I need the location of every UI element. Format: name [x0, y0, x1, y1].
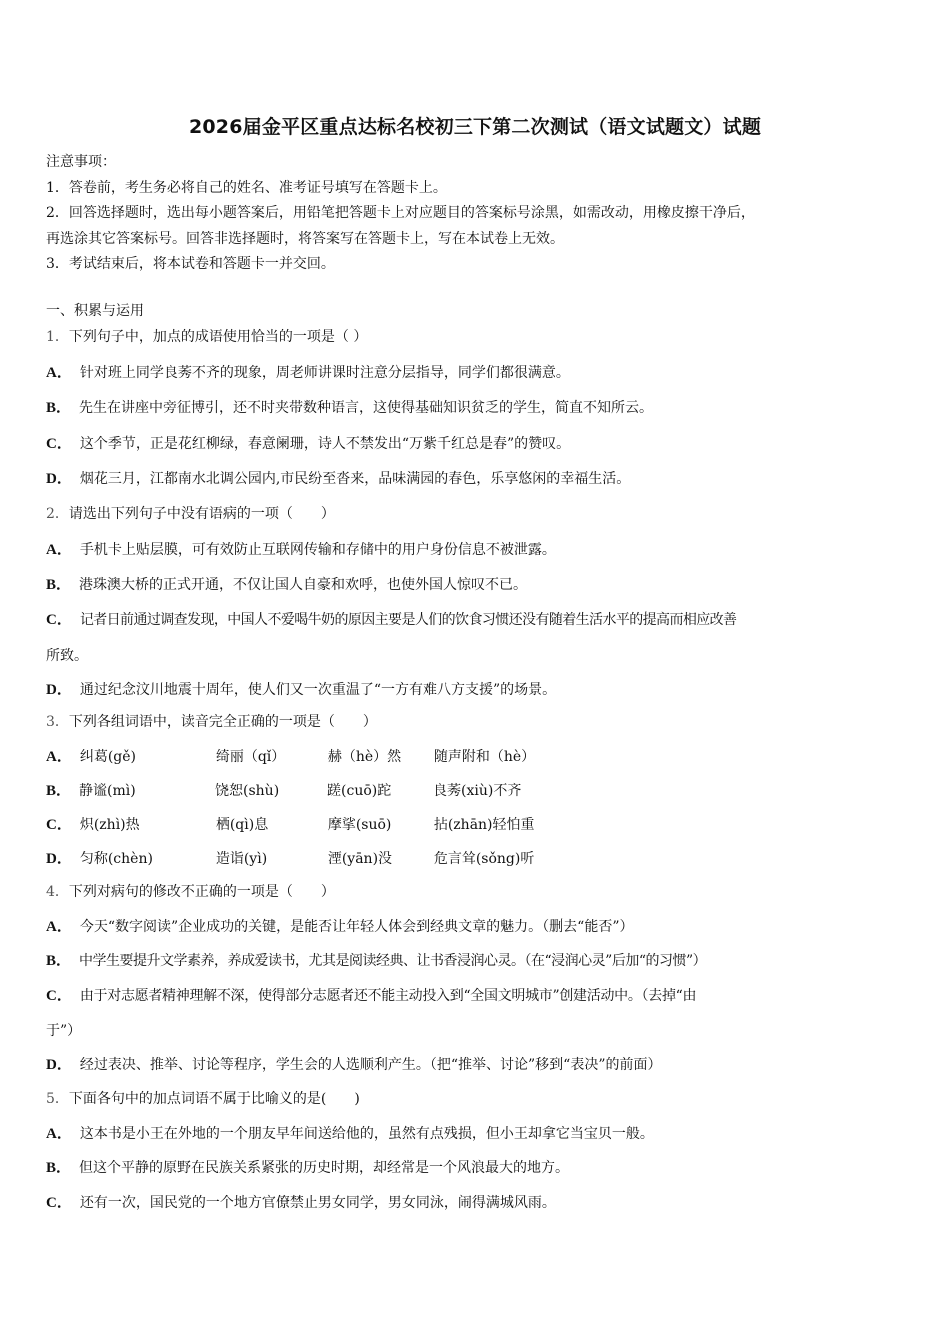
option-text: 今天“数字阅读”企业成功的关键，是能否让年轻人体会到经典文章的魅力。（删去“能否”）	[79, 919, 634, 935]
word-cell: 匀称(chèn)	[79, 851, 153, 867]
q2-option-c-continued: 所致。	[46, 648, 88, 664]
notice-item: 2．回答选择题时，选出每小题答案后，用铅笔把答题卡上对应题目的答案标号涂黑，如需改动，用橡皮擦干净后，	[46, 205, 755, 221]
q2-option-a	[46, 538, 906, 559]
option-letter: C．	[46, 817, 72, 833]
q2-option-d	[46, 678, 906, 699]
option-letter: C．	[46, 612, 72, 628]
option-letter: B．	[46, 953, 72, 969]
option-text: 记者日前通过调查发现，中国人不爱喝牛奶的原因主要是人们的饮食习惯还没有随着生活水平的提高而相应改善	[79, 612, 737, 628]
option-text: 港珠澳大桥的正式开通，不仅让国人自豪和欢呼，也使外国人惊叹不已。	[79, 577, 528, 593]
option-text: 由于对志愿者精神理解不深，使得部分志愿者还不能主动投入到“全国文明城市”创建活动中。（去掉“由	[79, 988, 697, 1004]
option-letter: D．	[46, 471, 72, 487]
option-letter: A．	[46, 1126, 72, 1142]
option-text: 先生在讲座中旁征博引，还不时夹带数种语言，这使得基础知识贫乏的学生，简直不知所云。	[79, 400, 654, 416]
q1-option-c	[46, 432, 906, 453]
word-cell: 良莠(xiù)不齐	[433, 783, 522, 799]
option-letter: A．	[46, 919, 72, 935]
q4-option-a	[46, 915, 906, 936]
option-letter: B．	[46, 783, 72, 799]
word-cell: 造诣(yì)	[215, 851, 268, 867]
word-cell: 蹉(cuō)跎	[327, 783, 392, 799]
option-text: 手机卡上贴层膜，可有效防止互联网传输和存储中的用户身份信息不被泄露。	[79, 542, 556, 558]
question-text: 请选出下列句子中没有语病的一项（ ）	[68, 506, 335, 522]
q3-option-c	[46, 813, 906, 834]
option-letter: D．	[46, 682, 72, 698]
notice-heading: 注意事项：	[46, 154, 116, 170]
question-number: 2．	[46, 506, 69, 522]
option-text: 烟花三月，江都南水北调公园内,市民纷至沓来，品味满园的春色，乐享悠闲的幸福生活。	[79, 471, 631, 487]
word-cell: 饶恕(shù)	[215, 783, 280, 799]
word-cell: 炽(zhì)热	[79, 817, 140, 833]
question-4-stem	[46, 881, 335, 901]
word-cell: 危言耸(sǒng)听	[433, 851, 535, 867]
word-cell: 拈(zhān)轻怕重	[433, 817, 535, 833]
q3-option-a	[46, 745, 906, 766]
q5-option-a	[46, 1122, 906, 1143]
page-title: 2026届金平区重点达标名校初三下第二次测试（语文试题文）试题	[188, 116, 762, 138]
option-letter: C．	[46, 1195, 72, 1211]
question-3-stem	[46, 711, 377, 731]
word-cell: 纠葛(gě)	[79, 749, 137, 765]
word-cell: 摩挲(suō)	[327, 817, 392, 833]
q4-option-b	[46, 949, 906, 970]
q2-option-b	[46, 573, 906, 594]
notice-block	[46, 150, 906, 278]
question-5-stem	[46, 1088, 360, 1108]
option-letter: B．	[46, 1160, 72, 1176]
q3-option-d	[46, 847, 906, 868]
option-letter: B．	[46, 400, 72, 416]
question-text: 下列各组词语中，读音完全正确的一项是（ ）	[68, 714, 377, 730]
q4-option-c-continued: 于”）	[46, 1023, 82, 1039]
option-letter: A．	[46, 542, 72, 558]
notice-item: 1．答卷前，考生务必将自己的姓名、准考证号填写在答题卡上。	[46, 179, 447, 196]
option-text: 针对班上同学良莠不齐的现象，周老师讲课时注意分层指导，同学们都很满意。	[79, 365, 570, 381]
q4-option-d	[46, 1053, 906, 1074]
q1-option-d	[46, 467, 906, 488]
option-letter: C．	[46, 436, 72, 452]
option-text: 这个季节，正是花红柳绿，春意阑珊，诗人不禁发出“万紫千红总是春”的赞叹。	[79, 436, 571, 452]
option-text: 通过纪念汶川地震十周年，使人们又一次重温了“一方有难八方支援”的场景。	[79, 682, 557, 698]
option-letter: D．	[46, 1057, 72, 1073]
word-cell: 赫（hè）然	[327, 749, 402, 765]
question-1-stem	[46, 326, 367, 346]
option-text: 中学生要提升文学素养，养成爱读书，尤其是阅读经典、让书香浸润心灵。（在“浸润心灵”后加“的习惯”）	[79, 953, 707, 969]
option-letter: A．	[46, 365, 72, 381]
q1-option-a	[46, 361, 906, 382]
option-letter: C．	[46, 988, 72, 1004]
question-number: 1．	[46, 329, 69, 345]
q5-option-c	[46, 1191, 906, 1212]
q5-option-b	[46, 1156, 906, 1177]
word-cell: 随声附和（hè）	[433, 749, 536, 765]
question-2-stem	[46, 503, 335, 523]
option-letter: A．	[46, 749, 72, 765]
question-number: 3．	[46, 714, 69, 730]
option-text: 经过表决、推举、讨论等程序，学生会的人选顺利产生。（把“推举、讨论”移到“表决”的前面）	[79, 1057, 662, 1073]
notice-item: 3．考试结束后，将本试卷和答题卡一并交回。	[46, 256, 335, 272]
option-letter: B．	[46, 577, 72, 593]
word-cell: 湮(yān)没	[327, 851, 393, 867]
option-text: 但这个平静的原野在民族关系紧张的历史时期，却经常是一个风浪最大的地方。	[79, 1160, 570, 1176]
option-text: 这本书是小王在外地的一个朋友早年间送给他的，虽然有点残损，但小王却拿它当宝贝一般。	[79, 1126, 654, 1142]
word-cell: 栖(qì)息	[215, 817, 269, 833]
q3-option-b	[46, 779, 906, 800]
q4-option-c	[46, 984, 906, 1005]
question-number: 4．	[46, 884, 69, 900]
question-text: 下列对病句的修改不正确的一项是（ ）	[68, 884, 335, 900]
question-text: 下面各句中的加点词语不属于比喻义的是( )	[68, 1091, 360, 1107]
q2-option-c	[46, 608, 906, 629]
option-letter: D．	[46, 851, 72, 867]
option-text: 还有一次，国民党的一个地方官僚禁止男女同学，男女同泳，闹得满城风雨。	[79, 1195, 556, 1211]
word-cell: 绮丽（qǐ）	[215, 749, 286, 765]
word-cell: 静谧(mì)	[79, 783, 136, 799]
question-number: 5．	[46, 1091, 69, 1107]
question-text: 下列句子中，加点的成语使用恰当的一项是（ ）	[68, 329, 368, 345]
section-heading: 一、积累与运用	[46, 303, 144, 319]
q1-option-b	[46, 396, 906, 417]
notice-item: 再选涂其它答案标号。回答非选择题时，将答案写在答题卡上，写在本试卷上无效。	[46, 230, 564, 247]
